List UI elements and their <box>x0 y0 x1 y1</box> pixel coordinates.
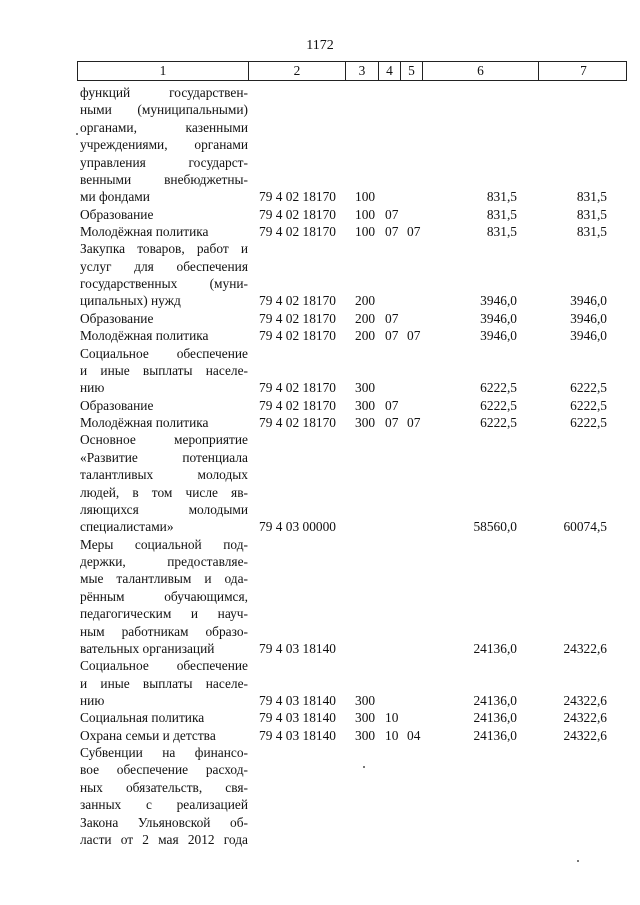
table-row <box>0 188 640 205</box>
table-row <box>0 640 640 657</box>
row-sum-2: 6222,5 <box>570 380 607 396</box>
row-name: учреждениями, органами <box>80 137 248 153</box>
header-col-7: 7 <box>580 63 587 78</box>
row-name: нию <box>80 693 105 708</box>
row-name: вательных организаций <box>80 640 215 656</box>
row-name: Закона Ульяновской об- <box>80 814 248 830</box>
row-name: Молодёжная политика <box>80 415 209 430</box>
table-row <box>0 675 640 692</box>
table-row <box>0 779 640 796</box>
row-sum-1: 6222,5 <box>480 380 517 396</box>
row-sum-2: 831,5 <box>576 206 607 222</box>
row-sum-1: 24136,0 <box>473 710 517 726</box>
row-name: Социальное обеспечение <box>80 658 248 674</box>
row-name: мые талантливым и ода- <box>80 571 248 587</box>
table-row <box>0 744 640 761</box>
table-row <box>0 692 640 709</box>
table-row <box>0 414 640 431</box>
row-sum-2: 3946,0 <box>570 293 607 309</box>
row-sum-1: 6222,5 <box>480 415 517 430</box>
row-name: ными (муниципальными) <box>80 102 248 118</box>
row-subsection: 04 <box>407 727 421 743</box>
row-name: Субвенции на финансо- <box>80 745 248 761</box>
row-name: Образование <box>80 206 154 222</box>
table-row <box>0 605 640 622</box>
table-row <box>0 761 640 778</box>
row-section: 10 <box>385 710 399 726</box>
row-sum-2: 3946,0 <box>570 310 607 326</box>
row-sum-1: 3946,0 <box>480 310 517 326</box>
row-name: государственных (муни- <box>80 276 248 292</box>
row-name: Образование <box>80 397 154 413</box>
row-section: 07 <box>385 206 399 222</box>
row-expense-type: 100 <box>355 206 376 222</box>
row-name: «Развитие потенциала <box>80 449 248 465</box>
table-row <box>0 570 640 587</box>
table-row <box>0 362 640 379</box>
row-sum-2: 24322,6 <box>563 693 607 708</box>
table-row <box>0 553 640 570</box>
row-section: 07 <box>385 224 399 239</box>
table-row <box>0 292 640 309</box>
table-row <box>0 501 640 518</box>
row-sum-2: 831,5 <box>576 224 607 239</box>
row-name: талантливых молодых <box>80 467 248 483</box>
row-name: управления государст- <box>80 154 248 170</box>
row-name: Молодёжная политика <box>80 224 209 239</box>
row-code: 79 4 02 18170 <box>259 415 336 430</box>
table-row <box>0 223 640 240</box>
row-expense-type: 200 <box>355 293 376 309</box>
row-sum-2: 3946,0 <box>570 328 607 344</box>
row-sum-1: 831,5 <box>486 224 517 239</box>
row-sum-1: 3946,0 <box>480 328 517 344</box>
row-sum-1: 3946,0 <box>480 293 517 309</box>
table-row <box>0 623 640 640</box>
row-code: 79 4 03 18140 <box>259 727 336 743</box>
table-row <box>0 657 640 674</box>
row-name: держки, предоставляе- <box>80 554 248 569</box>
table-row <box>0 831 640 848</box>
row-name: услуг для обеспечения <box>80 258 248 274</box>
row-code: 79 4 02 18170 <box>259 293 336 309</box>
table-row <box>0 345 640 362</box>
scan-speck <box>577 860 579 862</box>
row-section: 07 <box>385 310 399 326</box>
row-name: органами, казенными <box>80 119 248 135</box>
row-subsection: 07 <box>407 415 421 430</box>
row-sum-1: 24136,0 <box>473 727 517 743</box>
row-name: людей, в том числе яв- <box>80 484 248 500</box>
row-name: Основное мероприятие <box>80 432 248 448</box>
row-code: 79 4 03 18140 <box>259 640 336 656</box>
row-expense-type: 300 <box>355 415 376 430</box>
row-sum-1: 58560,0 <box>473 519 517 535</box>
row-expense-type: 300 <box>355 693 376 708</box>
row-subsection: 07 <box>407 224 421 239</box>
page-number: 1172 <box>306 38 334 53</box>
table-row <box>0 814 640 831</box>
table-row <box>0 310 640 327</box>
row-name: Закупка товаров, работ и <box>80 241 248 257</box>
row-section: 10 <box>385 727 399 743</box>
table-row <box>0 588 640 605</box>
row-expense-type: 100 <box>355 189 376 205</box>
table-row <box>0 449 640 466</box>
row-sum-2: 6222,5 <box>570 415 607 430</box>
row-name: нию <box>80 380 105 396</box>
row-expense-type: 300 <box>355 380 376 396</box>
row-sum-1: 6222,5 <box>480 397 517 413</box>
row-name: ципальных) нужд <box>80 293 181 309</box>
row-name: ми фондами <box>80 189 150 205</box>
table-header <box>77 61 627 81</box>
table-row <box>0 431 640 448</box>
table-row <box>0 101 640 118</box>
row-expense-type: 200 <box>355 328 376 344</box>
table-row <box>0 258 640 275</box>
row-sum-2: 831,5 <box>576 189 607 205</box>
row-code: 79 4 02 18170 <box>259 224 336 239</box>
table-row <box>0 466 640 483</box>
header-col-1: 1 <box>78 62 249 80</box>
row-name: ных обязательств, свя- <box>80 779 248 795</box>
row-code: 79 4 02 18170 <box>259 310 336 326</box>
row-name: функций государствен- <box>80 85 248 100</box>
row-name: вое обеспечение расход- <box>80 762 248 778</box>
scan-speck <box>76 133 78 135</box>
table-row <box>0 518 640 535</box>
row-name: и иные выплаты населе- <box>80 362 248 378</box>
row-sum-2: 60074,5 <box>563 519 607 535</box>
table-row <box>0 727 640 744</box>
table-row <box>0 119 640 136</box>
row-sum-2: 24322,6 <box>563 710 607 726</box>
row-name: рённым обучающимся, <box>80 588 248 604</box>
row-name: занных с реализацией <box>80 797 248 813</box>
scan-speck <box>363 766 365 768</box>
row-sum-1: 24136,0 <box>473 693 517 708</box>
header-col-5: 5 <box>401 62 423 80</box>
row-subsection: 07 <box>407 328 421 344</box>
row-code: 79 4 02 18170 <box>259 189 336 205</box>
row-sum-1: 831,5 <box>486 189 517 205</box>
row-expense-type: 100 <box>355 224 376 239</box>
row-name: Молодёжная политика <box>80 328 209 344</box>
table-row <box>0 206 640 223</box>
row-name: Социальная политика <box>80 710 205 726</box>
table-row <box>0 154 640 171</box>
row-expense-type: 200 <box>355 310 376 326</box>
row-name: Социальное обеспечение <box>80 345 248 361</box>
row-code: 79 4 02 18170 <box>259 397 336 413</box>
row-name: педагогическим и науч- <box>80 606 248 622</box>
row-sum-2: 24322,6 <box>563 640 607 656</box>
row-sum-2: 6222,5 <box>570 397 607 413</box>
table-row <box>0 84 640 101</box>
header-col-4: 4 <box>379 62 401 80</box>
table-row <box>0 796 640 813</box>
row-name: ным работникам образо- <box>80 623 248 639</box>
row-name: ласти от 2 мая 2012 года <box>80 831 248 847</box>
row-code: 79 4 03 00000 <box>259 519 336 535</box>
table-row <box>0 327 640 344</box>
row-expense-type: 300 <box>355 727 376 743</box>
header-col-6: 6 <box>423 62 539 80</box>
row-name: Меры социальной под- <box>80 536 248 552</box>
row-section: 07 <box>385 328 399 344</box>
table-row <box>0 275 640 292</box>
row-sum-1: 24136,0 <box>473 640 517 656</box>
table-row <box>0 397 640 414</box>
row-expense-type: 300 <box>355 710 376 726</box>
row-code: 79 4 03 18140 <box>259 693 336 708</box>
row-code: 79 4 03 18140 <box>259 710 336 726</box>
row-name: специалистами» <box>80 519 174 535</box>
header-col-2: 2 <box>249 62 346 80</box>
table-row <box>0 484 640 501</box>
row-code: 79 4 02 18170 <box>259 380 336 396</box>
row-name: Образование <box>80 310 154 326</box>
row-expense-type: 300 <box>355 397 376 413</box>
row-code: 79 4 02 18170 <box>259 206 336 222</box>
table-row <box>0 536 640 553</box>
table-row <box>0 709 640 726</box>
row-name: ляющихся молодыми <box>80 501 248 517</box>
row-section: 07 <box>385 397 399 413</box>
table-row <box>0 240 640 257</box>
row-sum-1: 831,5 <box>486 206 517 222</box>
row-name: и иные выплаты населе- <box>80 675 248 691</box>
row-name: венными внебюджетны- <box>80 171 248 187</box>
header-col-3: 3 <box>346 62 379 80</box>
row-name: Охрана семьи и детства <box>80 727 216 743</box>
table-row <box>0 171 640 188</box>
table-row <box>0 136 640 153</box>
table-row <box>0 379 640 396</box>
row-section: 07 <box>385 415 399 430</box>
row-code: 79 4 02 18170 <box>259 328 336 344</box>
row-sum-2: 24322,6 <box>563 727 607 743</box>
